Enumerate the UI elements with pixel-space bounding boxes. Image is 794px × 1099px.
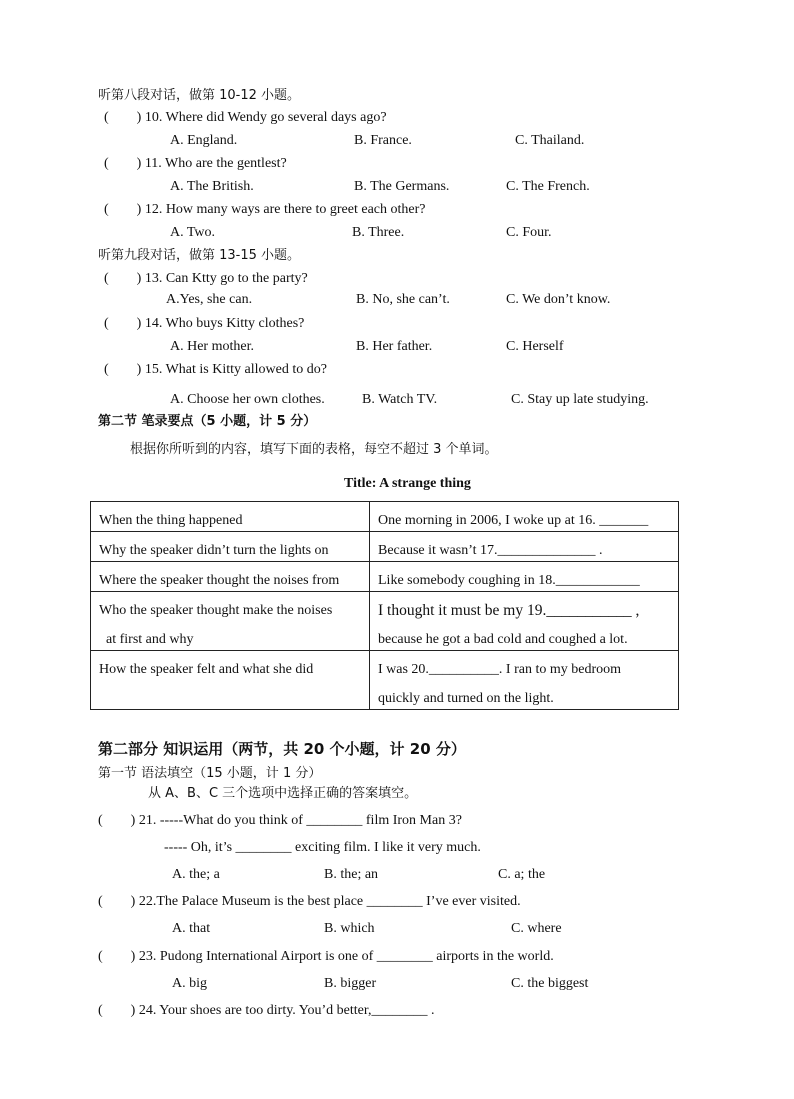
q13-option-b: B. No, she can’t. xyxy=(356,292,450,307)
q10-option-a: A. England. xyxy=(170,133,238,148)
question-22: ( ) 22.The Palace Museum is the best place ________ I’ve ever visited. xyxy=(98,894,521,909)
q14-option-c: C. Herself xyxy=(506,339,564,354)
table-cell-left: Why the speaker didn’t turn the lights on xyxy=(91,532,370,562)
q21-option-a: A. the; a xyxy=(172,867,220,882)
question-21-reply: ----- Oh, it’s ________ exciting film. I like it very much. xyxy=(164,840,481,855)
q22-option-a: A. that xyxy=(172,921,211,936)
dialog8-heading: 听第八段对话，做第 10-12 小题。 xyxy=(98,88,301,103)
q11-option-b: B. The Germans. xyxy=(354,179,450,194)
question-13: ( ) 13. Can Ktty go to the party? xyxy=(104,271,308,286)
q10-option-b: B. France. xyxy=(354,133,412,148)
table-cell-left: Who the speaker thought make the noises at first and why xyxy=(91,592,370,651)
table-row xyxy=(91,592,679,651)
q23-option-b: B. bigger xyxy=(324,976,377,991)
q23-option-c: C. the biggest xyxy=(511,976,589,991)
q21-option-c: C. a; the xyxy=(498,867,546,882)
table-row xyxy=(91,502,679,532)
q13-option-a: A.Yes, she can. xyxy=(166,292,253,307)
q12-option-c: C. Four. xyxy=(506,225,552,240)
table-cell-left: When the thing happened xyxy=(91,502,370,532)
table-cell-right: I was 20.__________. I ran to my bedroom quickly and turned on the light. xyxy=(370,651,679,710)
dialog9-heading: 听第九段对话，做第 13-15 小题。 xyxy=(98,248,301,263)
question-11: ( ) 11. Who are the gentlest? xyxy=(104,156,287,171)
q22-option-c: C. where xyxy=(511,921,562,936)
part2-instruction: 从 A、B、C 三个选项中选择正确的答案填空。 xyxy=(148,786,418,801)
table-cell-right: I thought it must be my 19.___________ , because he got a bad cold and coughed a lot. xyxy=(370,592,679,651)
q23-option-a: A. big xyxy=(172,976,207,991)
part2-subheading: 第一节 语法填空（15 小题，计 1 分） xyxy=(98,766,322,781)
table-cell-right: One morning in 2006, I woke up at 16. _______ xyxy=(370,502,679,532)
q10-option-c: C. Thailand. xyxy=(515,133,585,148)
q11-option-a: A. The British. xyxy=(170,179,254,194)
part2-heading: 第二部分 知识运用（两节，共 20 个小题，计 20 分） xyxy=(98,740,466,758)
q14-option-a: A. Her mother. xyxy=(170,339,254,354)
q15-option-b: B. Watch TV. xyxy=(362,392,438,407)
question-10: ( ) 10. Where did Wendy go several days ago? xyxy=(104,110,387,125)
table-row xyxy=(91,651,679,710)
q12-option-b: B. Three. xyxy=(352,225,405,240)
table-cell-left: Where the speaker thought the noises from xyxy=(91,562,370,592)
question-23: ( ) 23. Pudong International Airport is one of ________ airports in the world. xyxy=(98,949,554,964)
table-row xyxy=(91,532,679,562)
q11-option-c: C. The French. xyxy=(506,179,590,194)
table-row xyxy=(91,562,679,592)
q15-option-a: A. Choose her own clothes. xyxy=(170,392,325,407)
table-cell-right: Because it wasn’t 17.______________ . xyxy=(370,532,679,562)
question-24: ( ) 24. Your shoes are too dirty. You’d better,________ . xyxy=(98,1003,435,1018)
question-15: ( ) 15. What is Kitty allowed to do? xyxy=(104,362,327,377)
q15-option-c: C. Stay up late studying. xyxy=(511,392,649,407)
table-cell-right: Like somebody coughing in 18.____________ xyxy=(370,562,679,592)
table-title: Title: A strange thing xyxy=(344,476,471,491)
table-cell-left: How the speaker felt and what she did xyxy=(91,651,370,710)
question-12: ( ) 12. How many ways are there to greet each other? xyxy=(104,202,426,217)
q22-option-b: B. which xyxy=(324,921,375,936)
q14-option-b: B. Her father. xyxy=(356,339,433,354)
q12-option-a: A. Two. xyxy=(170,225,216,240)
notes-table xyxy=(90,501,679,710)
section2-instruction: 根据你所听到的内容，填写下面的表格，每空不超过 3 个单词。 xyxy=(130,442,498,457)
section2-heading: 第二节 笔录要点（5 小题，计 5 分） xyxy=(98,414,317,429)
question-14: ( ) 14. Who buys Kitty clothes? xyxy=(104,316,305,331)
q21-option-b: B. the; an xyxy=(324,867,379,882)
q13-option-c: C. We don’t know. xyxy=(506,292,611,307)
question-21: ( ) 21. -----What do you think of ________ film Iron Man 3? xyxy=(98,813,462,828)
